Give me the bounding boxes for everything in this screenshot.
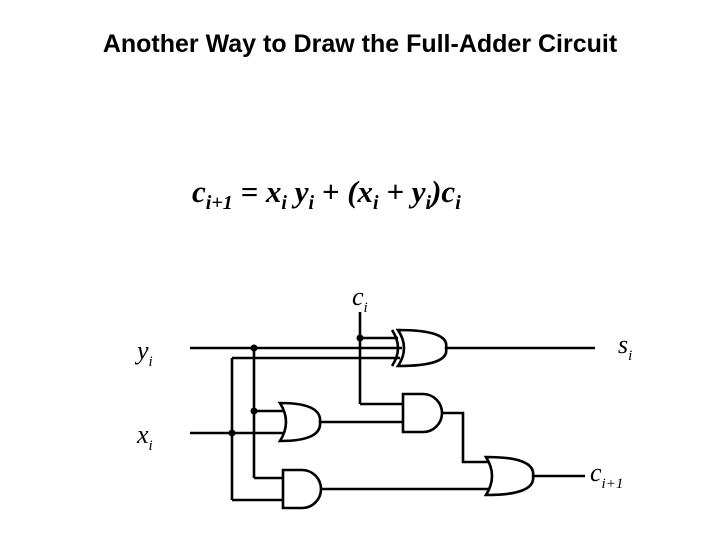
label-xi-var: x: [137, 420, 149, 449]
label-yi-var: y: [137, 336, 149, 365]
junction-dot-ci: [357, 335, 364, 342]
eq-lhs-sub: i+1: [205, 192, 233, 214]
label-yi-sub: i: [148, 354, 153, 370]
label-cout-var: c: [590, 458, 602, 487]
eq-term4-sub: i: [425, 192, 432, 214]
or-gate-xy: [280, 403, 320, 441]
eq-term4-var: y: [411, 174, 426, 209]
label-xi: [137, 420, 153, 455]
junction-dot-xi: [229, 430, 236, 437]
label-ci: [352, 282, 368, 317]
eq-lhs-var: c: [192, 174, 206, 209]
label-yi: [137, 336, 153, 371]
junction-dot-yi: [251, 345, 258, 352]
eq-term3-sub: i: [373, 192, 379, 214]
label-si-sub: i: [628, 348, 633, 364]
eq-term2-sub: i: [308, 192, 315, 214]
junction-dot-yi-or: [251, 408, 258, 415]
and-gate-top: [403, 394, 442, 432]
eq-sign: =: [232, 174, 266, 209]
label-ci-var: c: [352, 282, 364, 311]
and-top-to-or-wire: [440, 413, 490, 462]
eq-term3-var: x: [357, 174, 374, 209]
eq-plus: +: [378, 174, 412, 209]
label-cout: [590, 458, 623, 493]
or-gate-carry: [486, 457, 533, 495]
label-si: [618, 330, 632, 365]
eq-plus-open: + (: [314, 174, 358, 209]
label-cout-sub: i+1: [601, 476, 624, 492]
eq-term5-var: c: [441, 174, 456, 209]
and-gate-bottom: [283, 470, 321, 508]
eq-term1-sub: i: [281, 192, 287, 214]
page-title: Another Way to Draw the Full-Adder Circuit: [102, 30, 618, 58]
eq-term2-var: y: [286, 174, 309, 209]
label-ci-sub: i: [363, 300, 368, 316]
eq-term5-sub: i: [455, 192, 461, 214]
label-si-var: s: [618, 330, 629, 359]
eq-term1-var: x: [265, 174, 282, 209]
eq-close: ): [431, 174, 442, 209]
xor-gate: [398, 330, 446, 366]
label-xi-sub: i: [148, 438, 153, 454]
